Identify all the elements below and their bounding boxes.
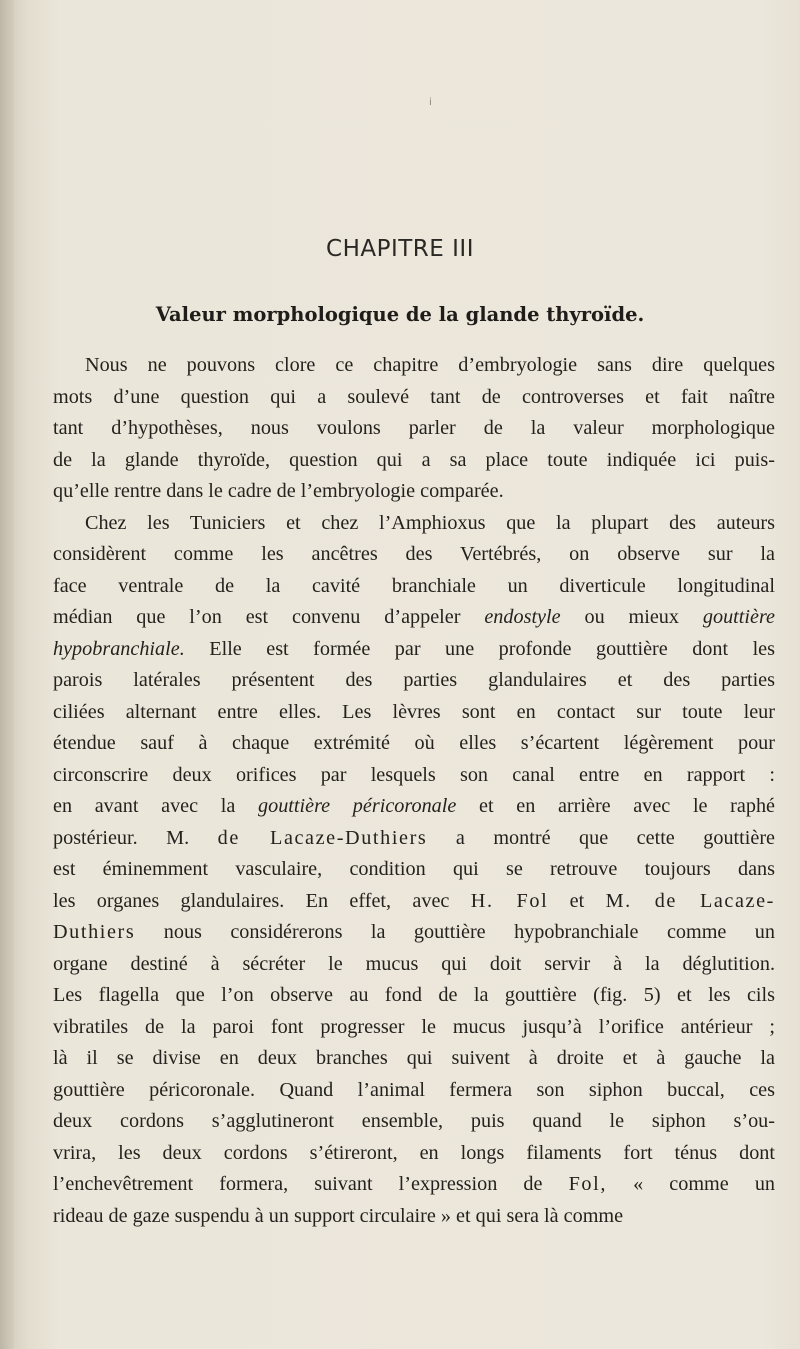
- text-line: [53, 886, 775, 918]
- text-run: et: [569, 889, 585, 912]
- text-run: l’enchevêtrement formera, suivant l’expression de: [53, 1173, 543, 1195]
- corner-mark: i: [429, 97, 432, 108]
- text-line: mots d’une question qui a soulevé tant de controverses et fait naître: [53, 385, 775, 408]
- text-run: « comme un: [633, 1173, 776, 1195]
- text-run: médian que l’on est convenu d’appeler: [53, 606, 461, 628]
- text-run: et en arrière avec le raphé: [479, 795, 776, 817]
- text-line: gouttière péricoronale. Quand l’animal fermera son siphon buccal, ces: [53, 1078, 775, 1101]
- text-run: en avant avec la: [53, 795, 236, 817]
- text-line: vibratiles de la paroi font progresser le mucus jusqu’à l’orifice antérieur ;: [53, 1015, 775, 1038]
- text-line: rideau de gaze suspendu à un support circulaire » et qui sera là comme: [53, 1204, 624, 1227]
- text-line: vrira, les deux cordons s’étireront, en longs filaments fort ténus dont: [53, 1141, 775, 1164]
- author-name: Duthiers: [53, 921, 136, 943]
- text-line: [53, 602, 775, 634]
- text-line: considèrent comme les ancêtres des Vertébrés, on observe sur la: [53, 543, 775, 565]
- text-run: Elle est formée par une profonde gouttière dont les: [209, 637, 776, 660]
- text-run: postérieur. M.: [53, 826, 190, 849]
- text-run: a montré que cette gouttière: [455, 826, 776, 849]
- text-line: Les flagella que l’on observe au fond de la gouttière (fig. 5) et les cils: [53, 984, 775, 1006]
- body-text: [53, 350, 775, 1232]
- text-line: est éminemment vasculaire, condition qui se retrouve toujours dans: [53, 858, 775, 880]
- author-name: Fol,: [568, 1173, 607, 1195]
- text-line: [53, 1169, 775, 1201]
- author-name: M. de Lacaze-: [605, 889, 775, 912]
- text-line: étendue sauf à chaque extrémité où elles s’écartent légèrement pour: [53, 732, 775, 754]
- text-line: organe destiné à sécréter le mucus qui doit servir à la déglutition.: [53, 952, 775, 975]
- text-line: de la glande thyroïde, question qui a sa place toute indiquée ici puis-: [53, 448, 775, 471]
- text-line: [53, 917, 775, 949]
- page-edge-shadow: [0, 0, 14, 1349]
- text-run: nous considérerons la gouttière hypobranchiale comme un: [163, 921, 775, 943]
- text-line: là il se divise en deux branches qui suivent à droite et à gauche la: [53, 1047, 775, 1069]
- text-line: tant d’hypothèses, nous voulons parler de la valeur morphologique: [53, 417, 775, 439]
- text-line: Nous ne pouvons clore ce chapitre d’embryologie sans dire quelques: [85, 354, 775, 376]
- text-line: qu’elle rentre dans le cadre de l’embryologie comparée.: [53, 480, 504, 502]
- author-name: H. Fol: [470, 889, 549, 912]
- text-line: deux cordons s’agglutineront ensemble, puis quand le siphon s’ou-: [53, 1110, 775, 1132]
- italic-term: hypobranchiale.: [53, 637, 185, 660]
- text-line: Chez les Tuniciers et chez l’Amphioxus que la plupart des auteurs: [85, 511, 775, 534]
- italic-term: endostyle: [484, 606, 561, 628]
- author-name: de Lacaze-Duthiers: [217, 826, 428, 849]
- text-line: parois latérales présentent des parties glandulaires et des parties: [53, 669, 775, 691]
- chapter-title: CHAPITRE III: [326, 236, 474, 262]
- text-run: les organes glandulaires. En effet, avec: [53, 889, 450, 912]
- text-line: face ventrale de la cavité branchiale un diverticule longitudinal: [53, 574, 775, 597]
- italic-term: gouttière: [702, 606, 776, 628]
- text-line: [53, 634, 775, 666]
- italic-term: gouttière péricoronale: [258, 795, 457, 817]
- text-line: [53, 791, 775, 823]
- text-line: circonscrire deux orifices par lesquels son canal entre en rapport :: [53, 763, 775, 786]
- text-line: ciliées alternant entre elles. Les lèvres sont en contact sur toute leur: [53, 700, 775, 723]
- text-line: [53, 823, 775, 855]
- section-title: Valeur morphologique de la glande thyroïde.: [155, 303, 645, 326]
- text-run: ou mieux: [584, 606, 679, 628]
